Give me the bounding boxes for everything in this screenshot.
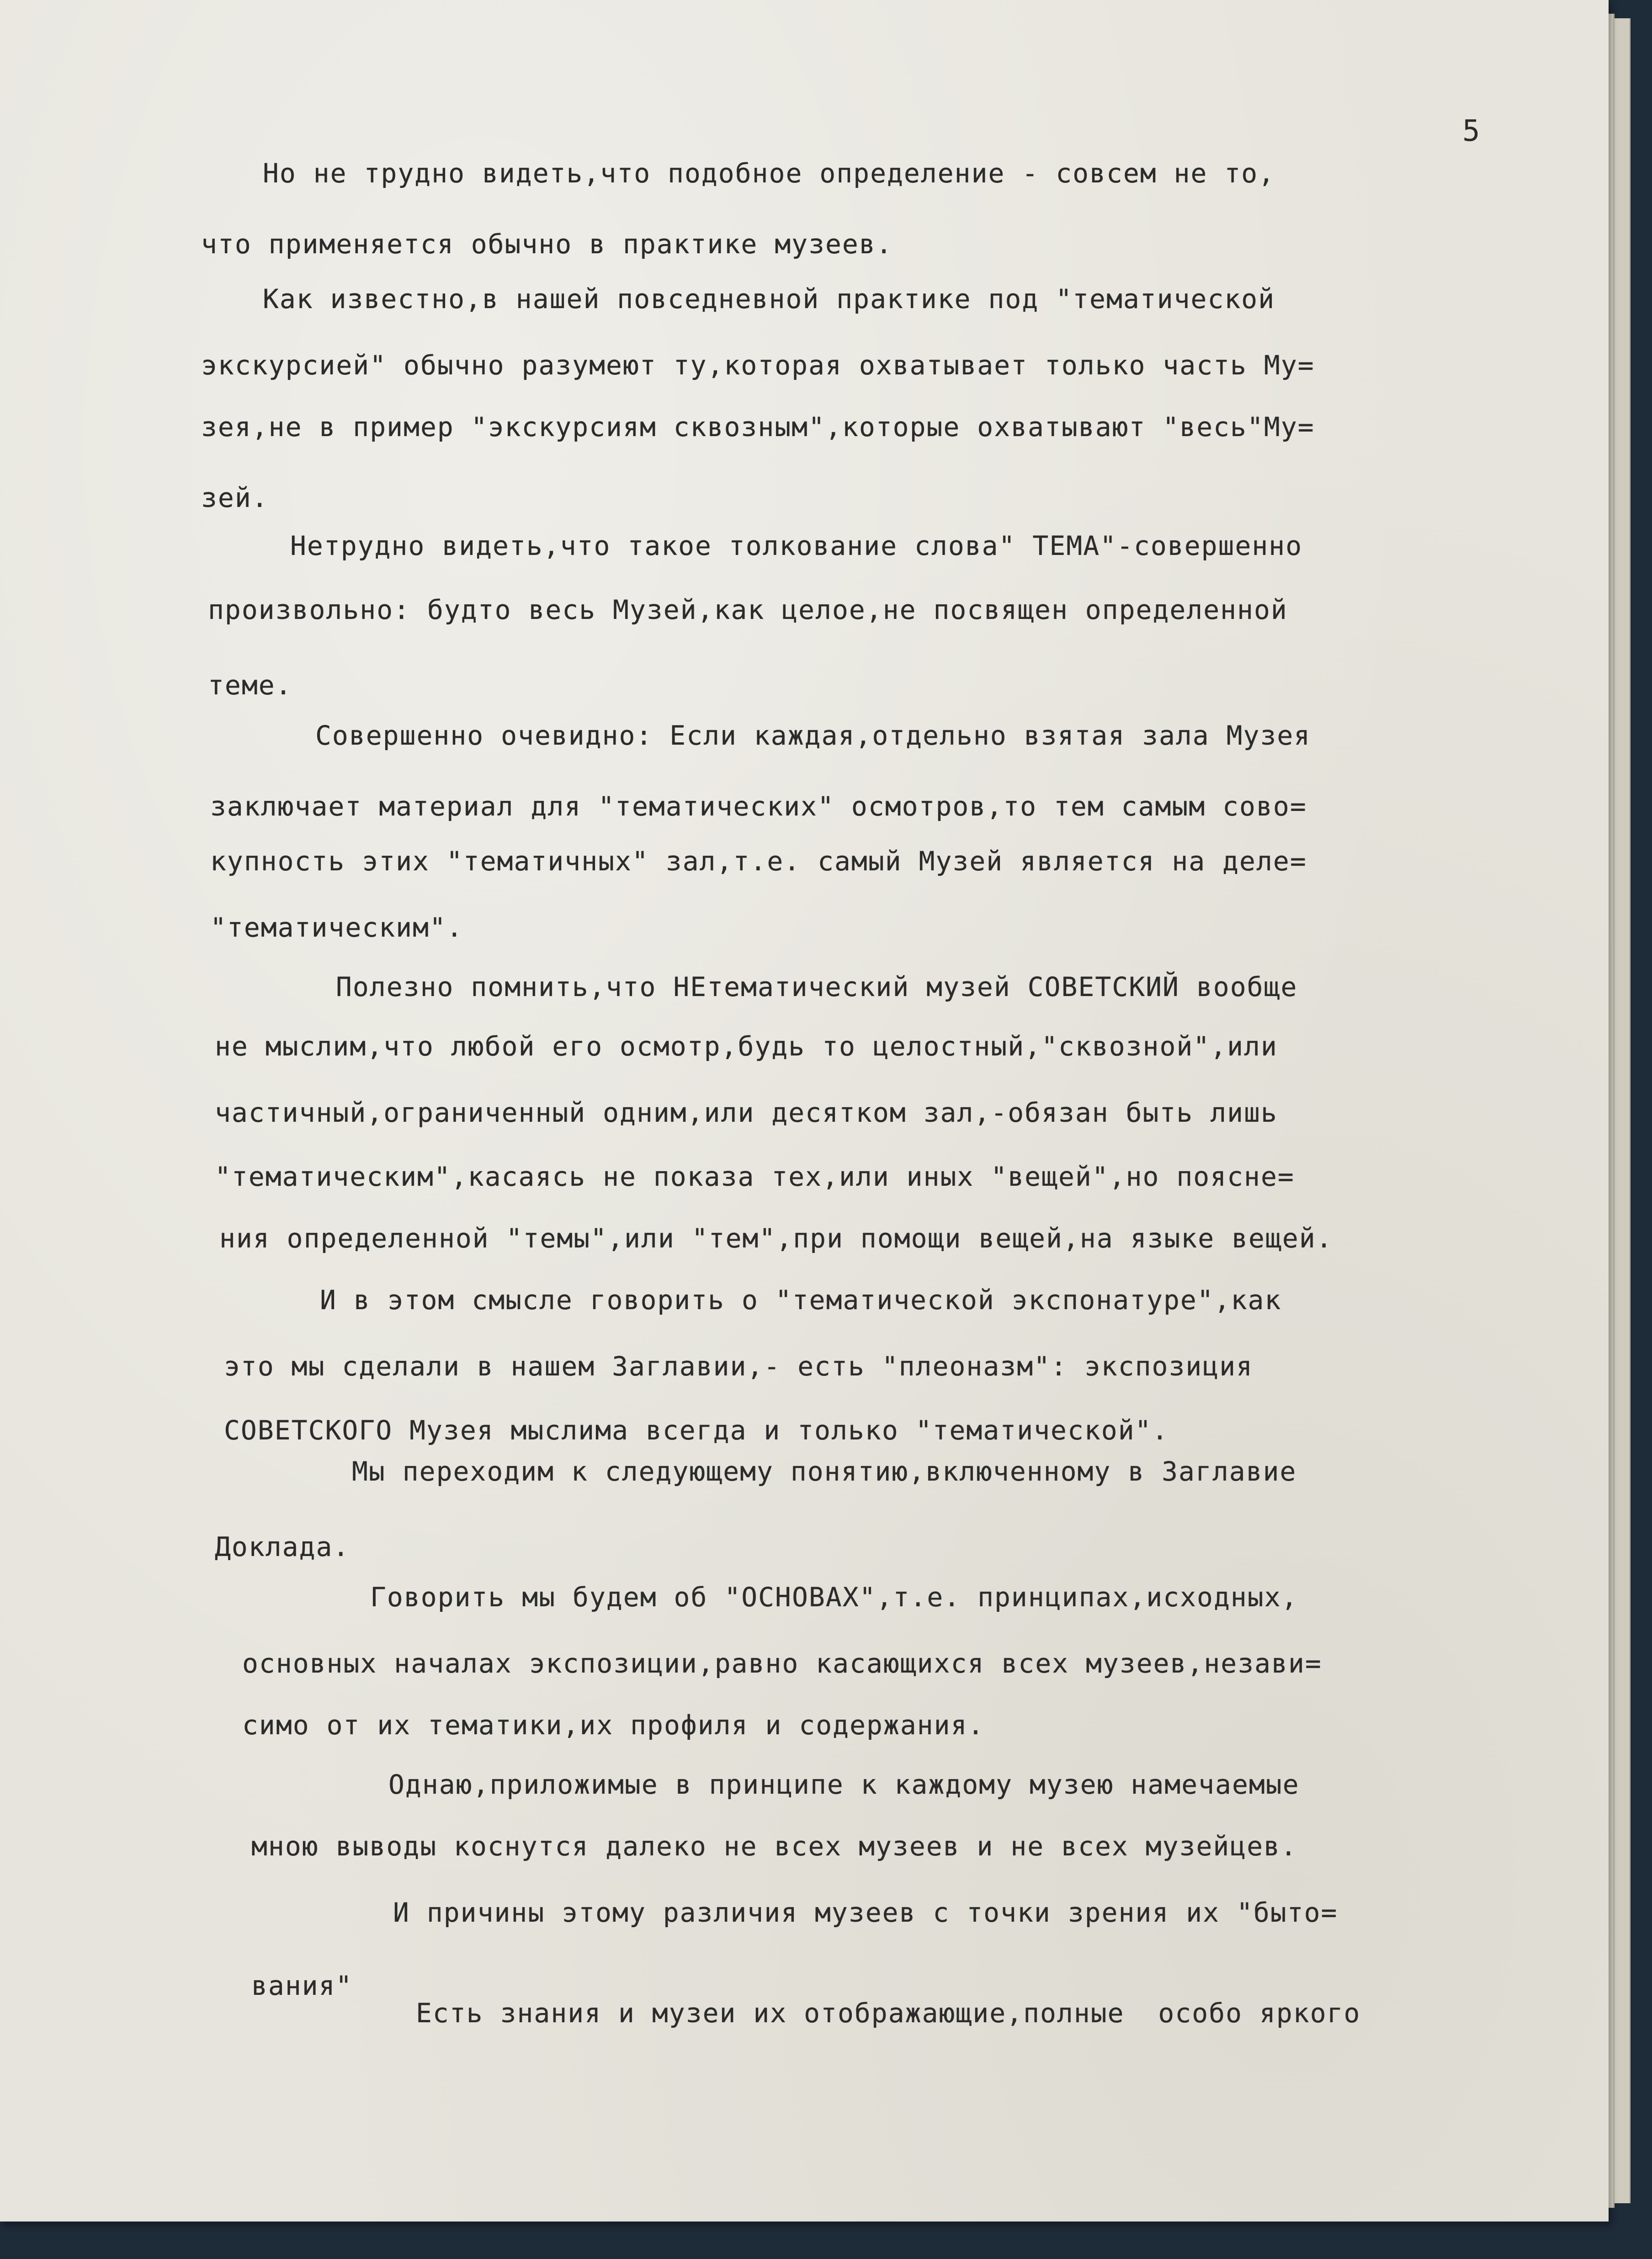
text-line: мною выводы коснутся далеко не всех музеев и не всех музейцев. bbox=[251, 1831, 1297, 1862]
text-line: симо от их тематики,их профиля и содержания. bbox=[242, 1710, 985, 1741]
text-line: вания" bbox=[251, 1970, 353, 2001]
text-line: купность этих "тематичных" зал,т.е. самый Музей является на деле= bbox=[210, 846, 1307, 877]
text-line: не мыслим,что любой его осмотр,будь то целостный,"сквозной",или bbox=[215, 1031, 1278, 1062]
text-line: экскурсией" обычно разумеют ту,которая охватывает только часть Му= bbox=[201, 350, 1315, 381]
text-line: заключает материал для "тематических" осмотров,то тем самым сово= bbox=[210, 791, 1307, 822]
text-line: ния определенной "темы",или "тем",при помощи вещей,на языке вещей. bbox=[219, 1223, 1333, 1254]
text-line: Но не трудно видеть,что подобное определение - совсем не то, bbox=[263, 158, 1275, 189]
text-line: "тематическим",касаясь не показа тех,или иных "вещей",но поясне= bbox=[215, 1161, 1295, 1192]
text-line: Нетрудно видеть,что такое толкование слова" ТЕМА"-совершенно bbox=[290, 530, 1303, 561]
text-line: зей. bbox=[201, 482, 269, 513]
text-line: теме. bbox=[208, 670, 292, 701]
text-line: это мы сделали в нашем Заглавии,- есть "плеоназм": экспозиция bbox=[224, 1351, 1254, 1382]
text-line: "тематическим". bbox=[210, 912, 463, 943]
text-line: Полезно помнить,что НЕтематический музей СОВЕТСКИЙ вообще bbox=[336, 971, 1298, 1002]
text-line: И причины этому различия музеев с точки зрения их "быто= bbox=[393, 1897, 1338, 1928]
text-line: СОВЕТСКОГО Музея мыслима всегда и только "тематической". bbox=[224, 1415, 1169, 1446]
page-number: 5 bbox=[1462, 114, 1480, 148]
text-line: произвольно: будто весь Музей,как целое,не посвящен определенной bbox=[208, 594, 1288, 625]
text-line: частичный,ограниченный одним,или десятком зал,-обязан быть лишь bbox=[215, 1097, 1278, 1128]
text-line: зея,не в пример "экскурсиям сквозным",которые охватывают "весь"Му= bbox=[201, 411, 1315, 442]
text-line: Есть знания и музеи их отображающие,полные особо яркого bbox=[416, 1998, 1361, 2029]
text-line: Совершенно очевидно: Если каждая,отдельно взятая зала Музея bbox=[315, 720, 1311, 751]
text-line: Говорить мы будем об "ОСНОВАХ",т.е. принципах,исходных, bbox=[370, 1582, 1298, 1613]
text-line: Мы переходим к следующему понятию,включенному в Заглавие bbox=[352, 1456, 1297, 1487]
text-line: что применяется обычно в практике музеев. bbox=[201, 229, 893, 260]
text-line: основных началах экспозиции,равно касающихся всех музеев,незави= bbox=[242, 1648, 1322, 1679]
text-line: Доклада. bbox=[215, 1531, 350, 1562]
text-line: Однаю,приложимые в принципе к каждому музею намечаемые bbox=[388, 1769, 1300, 1800]
text-line: И в этом смысле говорить о "тематической экспонатуре",как bbox=[320, 1284, 1282, 1316]
text-line: Как известно,в нашей повседневной практике под "тематической bbox=[263, 283, 1275, 314]
